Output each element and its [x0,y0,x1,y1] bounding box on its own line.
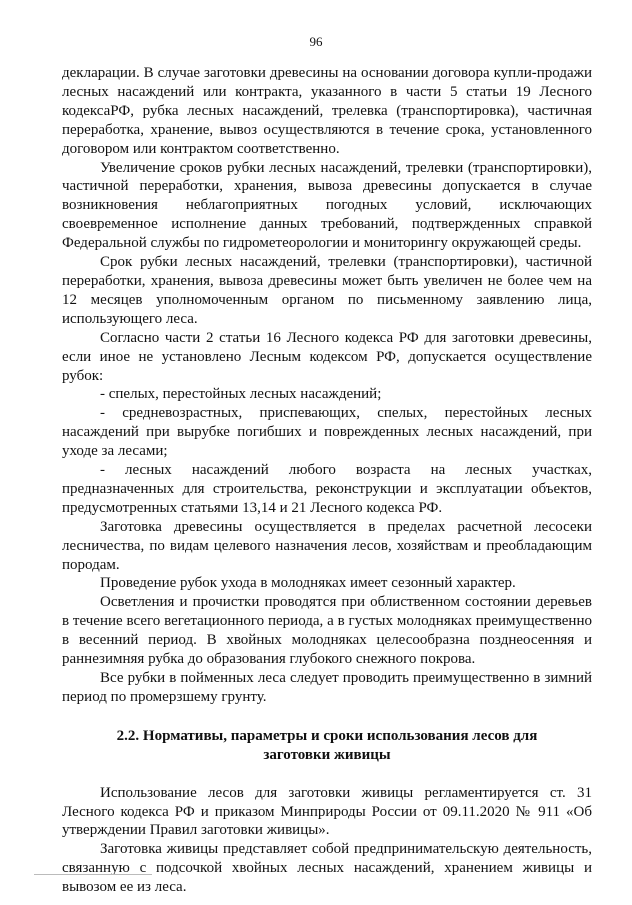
list-item: - лесных насаждений любого возраста на лесных участках, предназначенных для строительства, реконструкции и эксплуатации объектов, предусмотренных статьями 13,14 и 21 Лесного кодекса РФ. [62,462,592,516]
list-item: - спелых, перестойных лесных насаждений; [100,386,382,403]
paragraph-continuation: декларации. В случае заготовки древесины на основании договора купли-продажи лесных насаждений или контракта, указанного в части 5 статьи 19 Лесного кодексаРФ, рубка лесных насаждений, трелевка (транспортировка), частичная переработка, хранение, вывоз осуществляются в течение срока, установленного договором или контрактом соответственно. [62,65,592,157]
paragraph: Увеличение сроков рубки лесных насаждений, трелевки (транспортировки), частичной переработки, хранения, вывоза древесины допускается в случае возникновения неблагоприятных погодных условий, исключающих своевременное исполнение данных требований, подтвержденных справкой Федеральной службы по гидрометеорологии и мониторингу окружающей среды. [62,159,592,252]
paragraph: Согласно части 2 статьи 16 Лесного кодекса РФ для заготовки древесины, если иное не установлено Лесным кодексом РФ, допускается осуществление рубок: [62,329,592,384]
list-item: - средневозрастных, приспевающих, спелых, перестойных лесных насаждений при вырубке погибших и поврежденных лесных насаждений, при уходе за лесами; [62,405,592,460]
paragraph: Осветления и прочистки проводятся при облиственном состоянии деревьев в течение всего вегетационного периода, а в густых молодняках преимущественно в весенний период. В хвойных молодняках целесообразна позднеосенняя и раннезимняя рубка до образования глубокого снежного покрова. [62,594,592,668]
footnote-divider [34,874,152,875]
paragraph: Заготовка древесины осуществляется в пределах расчетной лесосеки лесничества, по видам целевого назначения лесов, хозяйствам и преобладающим породам. [62,518,592,573]
paragraph: Заготовка живицы представляет собой предпринимательскую деятельность, связанную с подсочкой хвойных лесных насаждений, хранением живицы и вывозом ее из леса. [62,841,592,896]
paragraph: Все рубки в пойменных леса следует проводить преимущественно в зимний период по промерзшему грунту. [62,670,592,705]
section-heading: 2.2. Нормативы, параметры и сроки использования лесов для заготовки живицы [116,727,538,763]
page-number: 96 [309,34,323,49]
page-content [62,64,592,897]
paragraph: Проведение рубок ухода в молодняках имеет сезонный характер. [100,575,516,592]
paragraph: Срок рубки лесных насаждений, трелевки (транспортировки), частичной переработки, хранения, вывоза древесины может быть увеличен не более чем на 12 месяцев уполномоченным органом по письменному заявлению лица, использующего леса. [62,254,592,327]
paragraph: Использование лесов для заготовки живицы регламентируется ст. 31 Лесного кодекса РФ и приказом Минприроды России от 09.11.2020 № 911 «Об утверждении Правил заготовки живицы». [62,784,592,839]
